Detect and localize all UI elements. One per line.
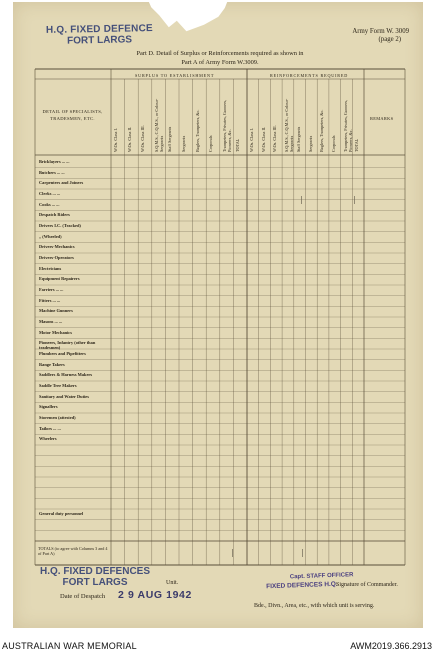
date-of-despatch-label: Date of Despatch <box>60 593 106 600</box>
unit-label: Unit. <box>166 580 179 586</box>
table-row-label: Clerks ... ... <box>39 191 61 196</box>
pencil-mark <box>301 196 302 204</box>
hq-stamp-bottom-line1: H.Q. FIXED DEFENCES <box>40 566 151 577</box>
table-row-label: Cooks ... ... <box>39 201 60 207</box>
hq-stamp-line2: FORT LARGS <box>66 34 133 47</box>
signature-label: Signature of Commander. <box>336 582 398 588</box>
reinforcements-header: REINFORCEMENTS REQUIRED <box>270 73 349 78</box>
surplus-column-header: TOTAL <box>235 138 241 152</box>
totals-label: TOTALS (to agree with Columns 3 and 4 of Part A) <box>38 546 108 556</box>
heading-line1: Part D. Detail of Surplus or Reinforcements required as shown in <box>136 50 304 57</box>
bde-note: Bde., Divn., Area, etc., with which unit is serving. <box>254 603 375 609</box>
surplus-column-header: Corporals <box>208 135 214 152</box>
surplus-column-header: Buglers, Trumpeters, &c. <box>194 109 200 152</box>
table-row-label: Tailors ... ... <box>39 425 61 431</box>
surplus-column-header: W.Os. Class II. <box>126 126 132 152</box>
surplus-header: SURPLUS TO ESTABLISHMENT <box>135 73 215 78</box>
table-row-label: Electricians <box>39 265 62 271</box>
caption-left: AUSTRALIAN WAR MEMORIAL <box>2 641 137 651</box>
table-row-label: Range Takers <box>39 361 65 367</box>
table-row-label: Saddlers & Harness Makers <box>39 372 93 378</box>
table-row-label: Wheelers <box>39 436 57 442</box>
caption-bar <box>0 640 435 653</box>
table-row-label: Drivers-Mechanics <box>39 244 75 250</box>
heading-line2: Part A of Army Form W.3009. <box>181 59 259 66</box>
table-row-label: Motor Mechanics <box>39 329 72 335</box>
table-row-label: Equipment Repairers <box>39 276 80 282</box>
table-row-label: Butchers ... ... <box>39 169 65 175</box>
reinforcement-column-header: W.Os. Class III. <box>272 125 278 152</box>
table-row-label: Despatch Riders <box>39 212 70 218</box>
surplus-column-header: S.Q.M.S., C.Q.M.S., or Colour-Sergeants <box>153 98 164 152</box>
pencil-mark <box>302 549 303 557</box>
table-row-label: Machine Gunners <box>39 308 73 314</box>
table-row-label: Masons ... ... <box>39 319 63 324</box>
detail-header-line2: TRADESMEN, ETC. <box>50 116 95 121</box>
reinforcement-column-header: W.Os. Class II. <box>260 126 266 152</box>
table-row-label: Bricklayers ... ... <box>39 159 70 164</box>
reinforcement-column-header: Trumpeters, Privates, Gunners, Pioneers, &c. <box>342 99 353 152</box>
table-row-label: Drivers-Operators <box>39 255 74 260</box>
table-row-label: Storemen (attested) <box>39 415 76 420</box>
officer-stamp-line1: Capt. STAFF OFFICER <box>289 572 354 581</box>
reinforcement-column-header: TOTAL <box>354 138 360 152</box>
reinforcement-column-header: Sergeants <box>307 135 313 152</box>
table-row-label: Fitters ... ... <box>39 297 61 303</box>
table-row-label: Saddle Tree Makers <box>39 383 77 388</box>
reinforcement-column-header: Corporals <box>330 135 336 152</box>
table-row-label: Plumbers and Pipefitters <box>39 351 86 356</box>
reinforcement-column-header: Buglers, Trumpeters, &c. <box>319 109 325 152</box>
pencil-mark <box>354 196 355 204</box>
reinforcement-column-header: Staff Sergeants <box>295 126 301 152</box>
table-row-label: Drivers I.C. (Tracked) <box>39 223 81 228</box>
reinforcement-column-header: S.Q.M.S., C.Q.M.S., or Colour-Sergeants <box>284 98 295 152</box>
surplus-column-header: Trumpeters, Privates, Gunners, Pioneers, &c. <box>221 99 232 152</box>
table-row-label: Carpenters and Joiners <box>39 180 84 186</box>
hq-stamp-bottom <box>40 566 150 588</box>
surplus-column-header: W.Os. Class I. <box>113 128 118 152</box>
surplus-column-header: W.Os. Class III. <box>140 125 146 152</box>
officer-stamp-line2: FIXED DEFENCES H.Q. <box>266 580 338 590</box>
table-row-label: Pioneers, Infantry (other than tradesmen) <box>39 340 96 351</box>
form-number: Army Form W. 3009 <box>352 28 409 35</box>
pencil-mark <box>232 549 233 557</box>
hq-stamp-bottom-line2: FORT LARGS <box>62 577 128 588</box>
form-page: (page 2) <box>378 36 401 43</box>
table-row-label: „ (Wheeled) <box>39 233 62 239</box>
surplus-column-header: Sergeants <box>181 135 186 152</box>
detail-header-line1: DETAIL OF SPECIALISTS, <box>42 109 103 114</box>
table-row-label: Signallers <box>39 404 58 410</box>
reinforcement-column-header: W.Os. Class I. <box>249 128 254 152</box>
hq-stamp-line1: H.Q. FIXED DEFENCE <box>45 23 153 36</box>
table-row-label: General duty personnel <box>39 511 84 516</box>
remarks-header: REMARKS <box>370 116 394 121</box>
date-stamp: 2 9 AUG 1942 <box>118 589 192 601</box>
surplus-column-header: Staff Sergeants <box>167 126 173 152</box>
table-row-label: Farriers ... ... <box>39 287 64 292</box>
detail-header <box>35 108 110 122</box>
table-row-label: Sanitary and Water Duties <box>39 393 89 399</box>
caption-right: AWM2019.366.2913 <box>350 641 432 651</box>
